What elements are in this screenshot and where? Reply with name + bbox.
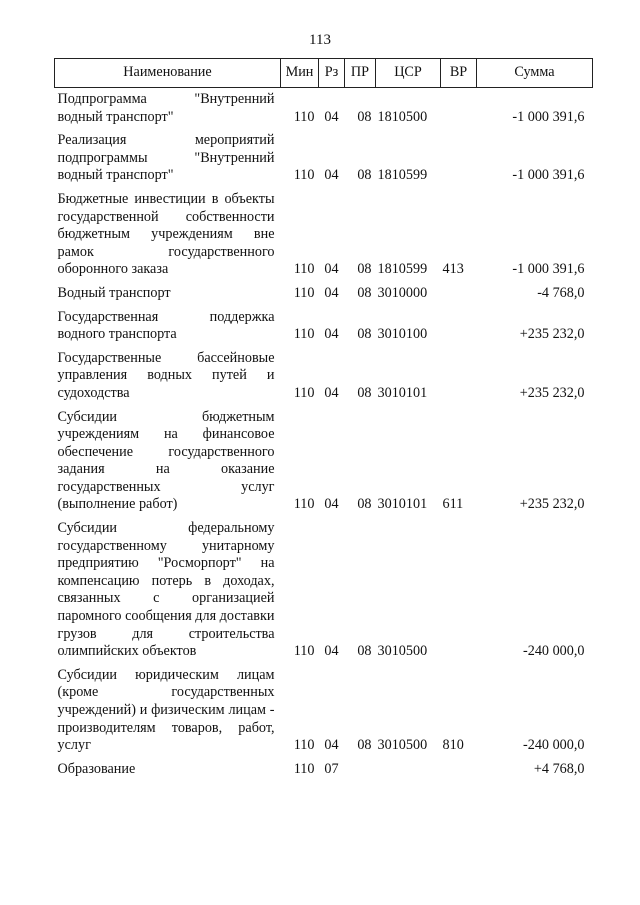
- row-sum: -4 768,0: [537, 284, 585, 301]
- row-rz: 07: [324, 760, 339, 777]
- row-name: Субсидии юридическим лицам (кроме государственных учреждений) и физическим лицам - производителям товаров, работ, услуг: [57, 666, 275, 754]
- table-row: [55, 517, 593, 664]
- row-csr: 1810599: [377, 167, 428, 184]
- row-min: 110: [293, 167, 315, 184]
- header-sum: Сумма: [477, 59, 593, 88]
- table-row: [55, 88, 593, 130]
- table-row: [55, 282, 593, 306]
- row-vr: [441, 347, 477, 406]
- header-name: Наименование: [55, 59, 281, 88]
- row-name: Государственная поддержка водного транспорта: [57, 308, 275, 343]
- row-rz: 04: [324, 496, 339, 513]
- row-name: Государственные бассейновые управления водных путей и судоходства: [57, 349, 275, 401]
- row-pr: 08: [357, 108, 372, 125]
- row-min: 110: [293, 326, 315, 343]
- header-pr: ПР: [345, 59, 376, 88]
- row-name: Бюджетные инвестиции в объекты государственной собственности бюджетным учреждениям вне рамок государственного оборонного заказа: [57, 190, 275, 278]
- row-min: 110: [293, 737, 315, 754]
- row-csr: 3010100: [377, 326, 428, 343]
- row-rz: 04: [324, 737, 339, 754]
- row-vr: 413: [442, 261, 464, 278]
- row-sum: -1 000 391,6: [512, 261, 585, 278]
- row-pr: 08: [357, 261, 372, 278]
- row-pr: [345, 758, 376, 782]
- row-sum: +235 232,0: [519, 384, 585, 401]
- row-csr: [376, 758, 441, 782]
- row-name: Субсидии бюджетным учреждениям на финансовое обеспечение государственного задания на оказание государственных услуг (выполнение работ): [57, 408, 275, 513]
- row-vr: 611: [442, 496, 464, 513]
- page-number: 113: [309, 32, 331, 48]
- row-csr: 3010101: [377, 496, 428, 513]
- row-sum: -240 000,0: [523, 643, 585, 660]
- header-min: Мин: [281, 59, 319, 88]
- row-name: Реализация мероприятий подпрограммы "Внутренний водный транспорт": [57, 132, 275, 184]
- row-name: Субсидии федеральному государственному унитарному предприятию "Росморпорт" на компенсацию потерь в доходах, связанных с организацией паромного сообщения для доставки грузов для строительства олимпийских объектов: [57, 520, 275, 660]
- table-row: [55, 347, 593, 406]
- table-header: [55, 59, 593, 88]
- row-rz: 04: [324, 167, 339, 184]
- row-rz: 04: [324, 108, 339, 125]
- row-pr: 08: [357, 167, 372, 184]
- row-sum: +235 232,0: [519, 496, 585, 513]
- row-rz: 04: [324, 284, 339, 301]
- row-min: 110: [293, 384, 315, 401]
- row-sum: -240 000,0: [523, 737, 585, 754]
- row-sum: -1 000 391,6: [512, 108, 585, 125]
- header-vr: ВР: [441, 59, 477, 88]
- row-pr: 08: [357, 284, 372, 301]
- row-min: 110: [293, 643, 315, 660]
- table-row: [55, 188, 593, 282]
- row-sum: +235 232,0: [519, 326, 585, 343]
- row-vr: [441, 88, 477, 130]
- table-row: [55, 306, 593, 347]
- row-vr: 810: [442, 737, 464, 754]
- row-name: Подпрограмма "Внутренний водный транспорт": [57, 91, 275, 125]
- row-name: Образование: [57, 760, 136, 777]
- row-csr: 3010500: [377, 643, 428, 660]
- table-row: [55, 129, 593, 188]
- budget-table: [54, 58, 593, 781]
- row-sum: +4 768,0: [533, 760, 585, 777]
- row-vr: [441, 758, 477, 782]
- row-rz: 04: [324, 384, 339, 401]
- row-pr: 08: [357, 737, 372, 754]
- row-sum: -1 000 391,6: [512, 167, 585, 184]
- row-rz: 04: [324, 261, 339, 278]
- row-csr: 3010000: [377, 284, 428, 301]
- row-csr: 3010500: [377, 737, 428, 754]
- row-vr: [441, 129, 477, 188]
- row-min: 110: [293, 284, 315, 301]
- row-vr: [441, 306, 477, 347]
- row-min: 110: [293, 108, 315, 125]
- row-pr: 08: [357, 643, 372, 660]
- row-pr: 08: [357, 326, 372, 343]
- table-row: [55, 664, 593, 758]
- row-pr: 08: [357, 496, 372, 513]
- row-min: 110: [293, 760, 315, 777]
- row-min: 110: [293, 496, 315, 513]
- row-csr: 1810599: [377, 261, 428, 278]
- table-row: [55, 758, 593, 782]
- row-rz: 04: [324, 643, 339, 660]
- row-csr: 1810500: [377, 108, 428, 125]
- table-row: [55, 406, 593, 518]
- header-csr: ЦСР: [376, 59, 441, 88]
- header-rz: Рз: [319, 59, 345, 88]
- row-pr: 08: [357, 384, 372, 401]
- row-vr: [441, 282, 477, 306]
- row-name: Водный транспорт: [57, 284, 171, 301]
- row-vr: [441, 517, 477, 664]
- row-min: 110: [293, 261, 315, 278]
- table-body: [55, 88, 593, 782]
- row-csr: 3010101: [377, 384, 428, 401]
- row-rz: 04: [324, 326, 339, 343]
